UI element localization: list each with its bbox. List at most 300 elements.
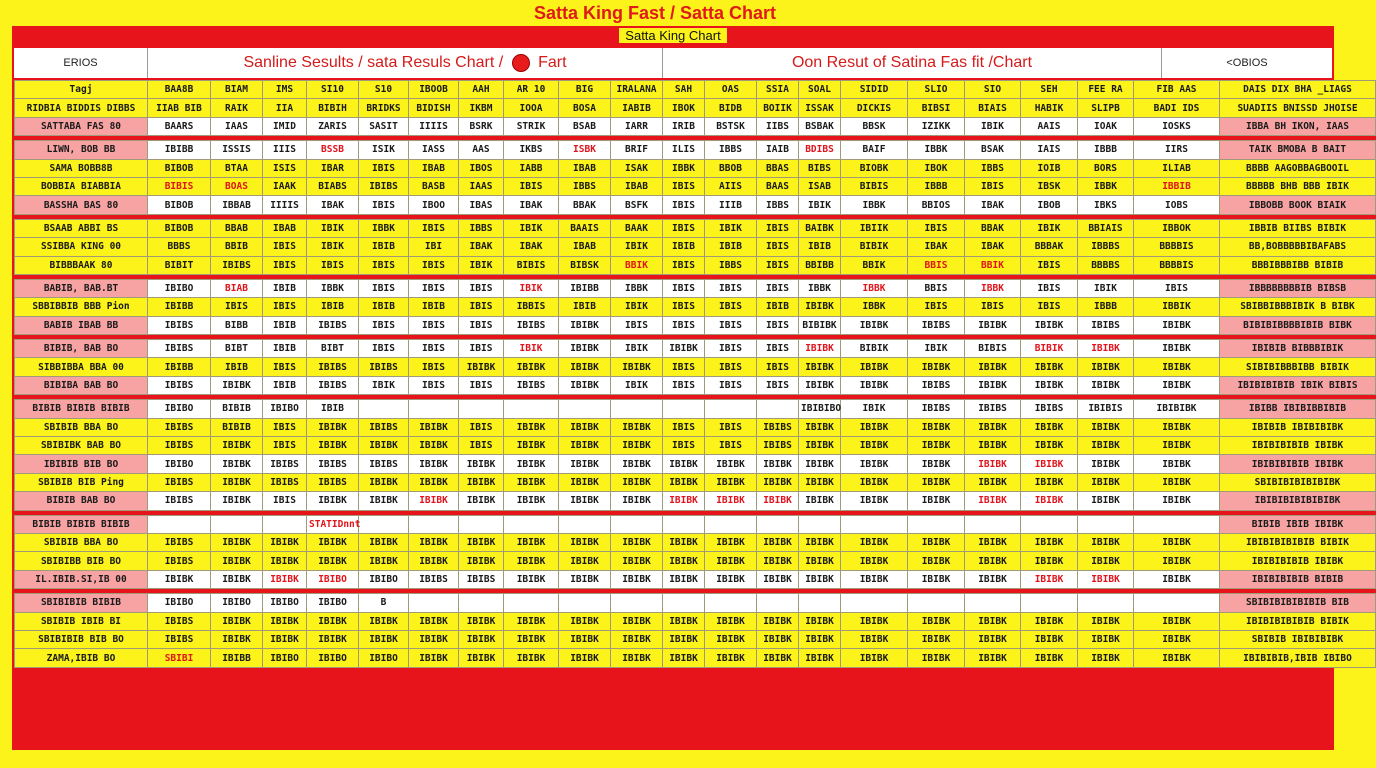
table-row[interactable] [15, 159, 1376, 177]
result-cell: BAARS [148, 117, 211, 135]
result-cell: IBIS [1021, 298, 1078, 316]
table-row[interactable] [15, 570, 1376, 588]
result-cell: IBIBIBO [799, 400, 841, 418]
result-cell: BBIK [965, 256, 1021, 274]
summary-cell: IBIBIBIBIB IBIBK [1220, 455, 1376, 473]
result-cell: IBIBK [1134, 630, 1220, 648]
game-name-cell[interactable]: SBIBIB BIB Ping [15, 473, 148, 491]
result-cell: IBIBK [611, 473, 663, 491]
result-cell: IBAK [965, 196, 1021, 214]
result-cell: BIBOB [148, 159, 211, 177]
result-cell: IBIBK [1134, 376, 1220, 394]
result-cell: IOIB [1021, 159, 1078, 177]
result-cell: IBIK [307, 219, 359, 237]
result-cell: ISIK [359, 141, 409, 159]
result-cell: BAIBK [799, 219, 841, 237]
result-cell: IBIBK [799, 612, 841, 630]
result-cell: IBIS [263, 492, 307, 510]
result-cell: IBOOB [409, 81, 459, 99]
result-cell: ISIS [263, 159, 307, 177]
result-cell: IBIB [359, 238, 409, 256]
result-cell: IBIS [359, 340, 409, 358]
summary-cell: BBBIBBBIBB BIBIB [1220, 256, 1376, 274]
result-cell: IBIBK [559, 649, 611, 667]
result-cell: IBIBK [504, 612, 559, 630]
summary-cell: BBBBB BHB BBB IBIK [1220, 177, 1376, 195]
result-cell [409, 400, 459, 418]
game-name-cell[interactable]: SBIBIB IBIB BI [15, 612, 148, 630]
result-cell: IBIBK [1021, 533, 1078, 551]
result-cell: BAIF [841, 141, 908, 159]
summary-cell: IBIBIBIBIBIB BIBIK [1220, 533, 1376, 551]
game-name-cell[interactable]: SBIBIB BBA BO [15, 533, 148, 551]
result-cell: IBIBK [908, 533, 965, 551]
game-name-cell[interactable]: SBBIBBIB BBB Pion [15, 298, 148, 316]
result-cell: IBIBK [799, 376, 841, 394]
result-cell: IBIBK [307, 552, 359, 570]
result-cell: SIDID [841, 81, 908, 99]
summary-cell: BIBIBIBBBBIBIB BIBK [1220, 316, 1376, 334]
result-cell: IBIBK [705, 473, 757, 491]
game-name-cell[interactable]: SATTABA FAS 80 [15, 117, 148, 135]
summary-cell: SBIBBIBBBIBIK B BIBK [1220, 298, 1376, 316]
result-cell: IBIBS [504, 376, 559, 394]
result-cell: IBBS [757, 196, 799, 214]
result-cell: IBIS [263, 256, 307, 274]
result-cell: IBIK [1078, 279, 1134, 297]
result-cell: IBIBK [504, 437, 559, 455]
result-cell: BIBIS [504, 256, 559, 274]
result-cell: IABIB [611, 99, 663, 117]
result-cell: IBAB [263, 219, 307, 237]
result-cell: BBAK [965, 219, 1021, 237]
result-cell [504, 400, 559, 418]
result-cell: IBIBK [459, 492, 504, 510]
result-cell: IBIBK [409, 552, 459, 570]
game-name-cell[interactable]: BIBBBAAK 80 [15, 256, 148, 274]
game-name-cell[interactable]: BABIB IBAB BB [15, 316, 148, 334]
result-cell: IBIBO [263, 594, 307, 612]
result-cell: IBIBK [663, 473, 705, 491]
result-cell: IBIBK [908, 437, 965, 455]
result-cell: IBIS [663, 316, 705, 334]
result-cell: IBIBK [841, 437, 908, 455]
result-cell: IBIBK [459, 612, 504, 630]
result-cell: IBIBK [799, 473, 841, 491]
result-cell: IBIBB [559, 279, 611, 297]
table-row[interactable] [15, 376, 1376, 394]
result-cell: IBIBK [908, 455, 965, 473]
result-cell: IBIBK [409, 473, 459, 491]
table-row[interactable] [15, 99, 1376, 117]
result-cell [757, 515, 799, 533]
result-cell: BBIB [211, 238, 263, 256]
game-name-cell[interactable]: ZAMA,IBIB BO [15, 649, 148, 667]
result-cell: IBIBK [965, 473, 1021, 491]
result-cell: IBIBS [211, 256, 263, 274]
result-cell: IBIBK [559, 437, 611, 455]
result-cell: BADI IDS [1134, 99, 1220, 117]
result-cell: IBIBK [1021, 570, 1078, 588]
result-cell: IBIBK [559, 492, 611, 510]
result-cell: IBIS [504, 177, 559, 195]
result-cell: IBIK [705, 219, 757, 237]
result-cell: BBBBIS [1134, 238, 1220, 256]
result-cell: IBIBS [307, 473, 359, 491]
table-row[interactable] [15, 492, 1376, 510]
game-name-cell[interactable]: BIBIBA BAB BO [15, 376, 148, 394]
result-cell: IBBK [663, 159, 705, 177]
header-center-c[interactable]: Oon Resut of Satina Fas fit /Chart [663, 48, 1162, 78]
table-row[interactable] [15, 552, 1376, 570]
game-name-cell[interactable]: SBIBIB BBA BO [15, 418, 148, 436]
result-cell: IBIS [263, 437, 307, 455]
table-row[interactable] [15, 196, 1376, 214]
result-cell: IBIBK [841, 376, 908, 394]
result-cell: STATIDnnt [307, 515, 359, 533]
result-cell: BDIBS [799, 141, 841, 159]
result-cell: IBIS [757, 340, 799, 358]
result-cell: BSBAK [799, 117, 841, 135]
result-cell: IBSK [1021, 177, 1078, 195]
result-cell: IBIBB [148, 141, 211, 159]
result-cell: IBIS [409, 340, 459, 358]
table-row[interactable] [15, 238, 1376, 256]
result-cell: IIIB [705, 196, 757, 214]
table-row[interactable] [15, 612, 1376, 630]
result-cell: SLIO [908, 81, 965, 99]
game-name-cell[interactable]: Tagj [15, 81, 148, 99]
game-name-cell[interactable]: IL.IBIB.SI,IB 00 [15, 570, 148, 588]
game-name-cell[interactable]: BIBIB BIBIB BIBIB [15, 515, 148, 533]
result-cell: IBIBK [1078, 376, 1134, 394]
result-cell: IBIBK [841, 358, 908, 376]
result-cell: IBIBS [757, 437, 799, 455]
result-cell [459, 515, 504, 533]
header-center-a-text: Sanline Sesults / sata Resuls Chart / [243, 54, 504, 71]
result-cell: BBBS [148, 238, 211, 256]
result-cell: SBIBI [148, 649, 211, 667]
result-cell: IBIB [705, 238, 757, 256]
result-cell: IBIBK [211, 492, 263, 510]
result-cell: IBIS [263, 358, 307, 376]
result-cell: IOBS [1134, 196, 1220, 214]
result-cell: IBIBO [148, 400, 211, 418]
result-cell: IMS [263, 81, 307, 99]
result-cell: IBIBK [841, 533, 908, 551]
result-cell: BOAS [211, 177, 263, 195]
result-cell [965, 515, 1021, 533]
result-cell: IBIK [459, 256, 504, 274]
result-cell: IBIBK [611, 358, 663, 376]
result-cell: IBBS [965, 159, 1021, 177]
summary-cell: IBIBIB IBIBIBIBK [1220, 418, 1376, 436]
result-cell: IBIBK [409, 418, 459, 436]
result-cell: IBIBK [1078, 340, 1134, 358]
result-cell: IBIK [504, 279, 559, 297]
result-cell [611, 400, 663, 418]
result-cell: IBIBS [148, 437, 211, 455]
table-row[interactable] [15, 437, 1376, 455]
result-cell: IBIS [409, 219, 459, 237]
result-cell: IBIBK [799, 358, 841, 376]
result-cell: IBIBK [841, 612, 908, 630]
result-cell: IBIBO [211, 594, 263, 612]
result-cell: IKBS [504, 141, 559, 159]
result-cell: IBBIB [1134, 177, 1220, 195]
result-cell: IBBK [965, 279, 1021, 297]
table-row[interactable] [15, 256, 1376, 274]
table-row[interactable] [15, 649, 1376, 667]
result-cell: IBBK [841, 279, 908, 297]
table-row[interactable] [15, 340, 1376, 358]
result-cell: IBIBK [504, 455, 559, 473]
result-cell: IBIK [799, 196, 841, 214]
result-cell: IBIS [757, 358, 799, 376]
table-row[interactable] [15, 177, 1376, 195]
game-name-cell[interactable]: SBIBIBIB BIBIB [15, 594, 148, 612]
result-cell: BIBSI [908, 99, 965, 117]
result-cell [1078, 515, 1134, 533]
game-name-cell[interactable]: RIDBIA BIDDIS DIBBS [15, 99, 148, 117]
result-cell: IBIBS [148, 473, 211, 491]
table-row[interactable] [15, 594, 1376, 612]
summary-cell: IBIBIBIBIB IBIBK [1220, 552, 1376, 570]
result-cell: IBBK [307, 279, 359, 297]
result-cell: IBBK [799, 279, 841, 297]
result-cell: BIBIT [148, 256, 211, 274]
result-cell: BIDISH [409, 99, 459, 117]
summary-cell: IBBIB BIIBS BIBIK [1220, 219, 1376, 237]
result-cell: IBIBK [705, 630, 757, 648]
game-name-cell[interactable]: BABIB, BAB.BT [15, 279, 148, 297]
result-cell: IBIBK [841, 316, 908, 334]
result-cell: IBIBK [908, 612, 965, 630]
result-cell: IBIBK [841, 418, 908, 436]
result-cell: IBBS [559, 177, 611, 195]
result-cell: IBIBK [263, 570, 307, 588]
result-cell: IBIBK [799, 649, 841, 667]
table-row[interactable] [15, 515, 1376, 533]
result-cell: IBIS [705, 376, 757, 394]
game-name-cell[interactable]: LIWN, BOB BB [15, 141, 148, 159]
record-icon[interactable] [512, 54, 530, 72]
result-cell: IBIS [705, 279, 757, 297]
result-cell: BBIAIS [1078, 219, 1134, 237]
result-cell: IBIBK [965, 552, 1021, 570]
result-cell: IBIB [263, 340, 307, 358]
result-cell: IBKS [1078, 196, 1134, 214]
result-cell: IBIBS [263, 473, 307, 491]
result-cell: IBIK [965, 117, 1021, 135]
result-cell: IARR [611, 117, 663, 135]
result-cell: FIB AAS [1134, 81, 1220, 99]
result-cell: IBIBO [148, 279, 211, 297]
table-row[interactable] [15, 219, 1376, 237]
result-cell: IBIBK [409, 630, 459, 648]
result-cell: IBIS [757, 256, 799, 274]
table-row[interactable] [15, 418, 1376, 436]
table-row[interactable] [15, 316, 1376, 334]
table-row[interactable] [15, 455, 1376, 473]
result-cell: IBIS [459, 376, 504, 394]
result-cell: IBIK [908, 340, 965, 358]
result-cell: IBIBK [908, 630, 965, 648]
result-cell: IBIBK [307, 437, 359, 455]
result-cell: IBIBK [504, 649, 559, 667]
result-cell: BIDB [705, 99, 757, 117]
game-name-cell[interactable]: SBIBIBIB BIB BO [15, 630, 148, 648]
result-cell [705, 400, 757, 418]
result-cell: IBIS [611, 316, 663, 334]
result-cell: BIBS [799, 159, 841, 177]
result-cell: IBIBK [799, 533, 841, 551]
result-cell: IBIBK [211, 630, 263, 648]
table-row[interactable] [15, 358, 1376, 376]
result-cell: IBIS [459, 437, 504, 455]
game-name-cell[interactable]: SAMA BOBB8B [15, 159, 148, 177]
result-cell: IBIS [409, 316, 459, 334]
result-cell: ILIS [663, 141, 705, 159]
game-name-cell[interactable]: BIBIB BAB BO [15, 492, 148, 510]
result-cell: HABIK [1021, 99, 1078, 117]
result-cell [908, 515, 965, 533]
table-row[interactable] [15, 279, 1376, 297]
result-cell [559, 515, 611, 533]
game-name-cell[interactable]: IBIBIB BIB BO [15, 455, 148, 473]
result-cell: IBIBK [1021, 358, 1078, 376]
result-cell: IBBB [1078, 298, 1134, 316]
result-cell: SIO [965, 81, 1021, 99]
result-cell: ISSIS [211, 141, 263, 159]
table-row[interactable] [15, 117, 1376, 135]
result-cell: BBAB [211, 219, 263, 237]
result-cell: IAIS [1021, 141, 1078, 159]
summary-cell: TAIK BMOBA B BAIT [1220, 141, 1376, 159]
result-cell: DICKIS [841, 99, 908, 117]
result-cell: IBIBS [148, 612, 211, 630]
result-cell: IBIBK [705, 570, 757, 588]
result-cell: IBBB [1078, 141, 1134, 159]
result-cell [799, 594, 841, 612]
table-row[interactable] [15, 630, 1376, 648]
result-cell: IBIK [841, 400, 908, 418]
result-cell: IBIBK [504, 418, 559, 436]
result-cell: IBIBK [908, 552, 965, 570]
result-cell: IBOK [663, 99, 705, 117]
result-cell: IBIBK [559, 316, 611, 334]
result-cell: IBIS [663, 358, 705, 376]
result-cell [459, 400, 504, 418]
result-cell: IBIBS [148, 340, 211, 358]
result-cell: IBIBK [1021, 418, 1078, 436]
result-cell: IBIBK [841, 649, 908, 667]
result-cell: ISAK [611, 159, 663, 177]
table-row[interactable] [15, 141, 1376, 159]
result-cell: ZARIS [307, 117, 359, 135]
result-cell: IBIS [908, 219, 965, 237]
result-cell: IBAB [409, 159, 459, 177]
game-name-cell[interactable]: BOBBIA BIABBIA [15, 177, 148, 195]
result-cell: BIAM [211, 81, 263, 99]
game-name-cell[interactable]: BIBIB BIBIB BIBIB [15, 400, 148, 418]
table-row[interactable] [15, 400, 1376, 418]
result-cell: IBIBK [611, 612, 663, 630]
summary-cell: BB,BOBBBBBIBAFABS [1220, 238, 1376, 256]
game-name-cell[interactable]: SSIBBA KING 00 [15, 238, 148, 256]
result-cell: IBIBK [799, 630, 841, 648]
result-cell [841, 594, 908, 612]
header-center-a[interactable] [148, 48, 663, 78]
table-row[interactable] [15, 81, 1376, 99]
game-name-cell[interactable]: SBIBIBB BIB BO [15, 552, 148, 570]
result-cell: IBIBK [965, 437, 1021, 455]
result-cell: IBIK [611, 340, 663, 358]
game-name-cell[interactable]: BSAAB ABBI BS [15, 219, 148, 237]
result-cell: IBIBK [1021, 437, 1078, 455]
result-cell: IBIS [409, 279, 459, 297]
result-cell: BIBIK [841, 238, 908, 256]
result-cell: IBIBK [263, 630, 307, 648]
result-cell: IBIK [307, 238, 359, 256]
result-cell: IBIBK [965, 376, 1021, 394]
result-cell: IBAR [307, 159, 359, 177]
result-cell: IBIBK [409, 492, 459, 510]
result-cell: IBIBIS [1078, 400, 1134, 418]
result-cell: IBIS [263, 418, 307, 436]
result-cell: IBIBK [663, 533, 705, 551]
result-cell: IBBAB [211, 196, 263, 214]
result-cell: IBIBK [1134, 437, 1220, 455]
result-cell: IBIBK [841, 570, 908, 588]
result-cell: IBIB [799, 238, 841, 256]
result-cell [359, 515, 409, 533]
result-cell: BAAS [757, 177, 799, 195]
result-cell: IBIBK [611, 492, 663, 510]
result-cell: IBIS [459, 340, 504, 358]
result-cell: BSSB [307, 141, 359, 159]
result-cell: IBIBK [757, 649, 799, 667]
result-cell: IBIBK [1078, 612, 1134, 630]
result-cell: IBIS [705, 340, 757, 358]
table-row[interactable] [15, 533, 1376, 551]
result-cell: IBBK [1078, 177, 1134, 195]
result-cell: BBBBS [1078, 256, 1134, 274]
game-name-cell[interactable]: BASSHA BAS 80 [15, 196, 148, 214]
result-cell: IBIBK [1134, 473, 1220, 491]
result-cell: IAIB [757, 141, 799, 159]
result-cell: IBIBS [148, 316, 211, 334]
result-cell: IBIBK [307, 612, 359, 630]
result-cell: BBIS [908, 256, 965, 274]
result-cell: ILIAB [1134, 159, 1220, 177]
result-cell: IAAS [459, 177, 504, 195]
game-name-cell[interactable]: SBIBIBK BAB BO [15, 437, 148, 455]
game-name-cell[interactable]: BIBIB, BAB BO [15, 340, 148, 358]
result-cell [1021, 594, 1078, 612]
table-row[interactable] [15, 473, 1376, 491]
result-cell: BASB [409, 177, 459, 195]
result-cell: IBIBK [965, 492, 1021, 510]
game-name-cell[interactable]: SIBBIBBA BBA 00 [15, 358, 148, 376]
table-row[interactable] [15, 298, 1376, 316]
result-cell: BIBIK [841, 340, 908, 358]
result-cell: IBIBS [307, 358, 359, 376]
result-cell: STRIK [504, 117, 559, 135]
result-cell [1021, 515, 1078, 533]
result-cell: IBIS [211, 298, 263, 316]
result-cell: IBIS [705, 418, 757, 436]
